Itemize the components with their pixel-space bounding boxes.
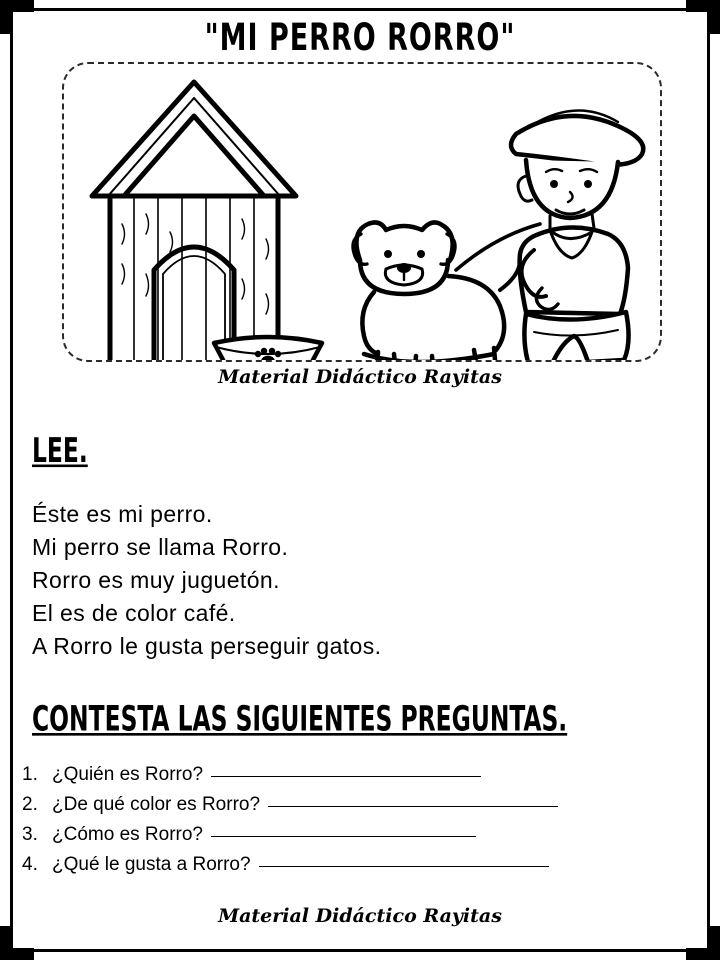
credit-bottom: Material Didáctico Rayitas <box>218 905 502 927</box>
answer-blank[interactable] <box>211 822 476 837</box>
story-line: Rorro es muy juguetón. <box>32 567 280 593</box>
question-row <box>22 792 682 818</box>
answer-blank[interactable] <box>211 762 481 777</box>
reading-heading: LEE. <box>32 432 88 471</box>
question-text: ¿Cómo es Rorro? <box>52 824 203 845</box>
question-row <box>22 822 682 848</box>
story-line: Mi perro se llama Rorro. <box>32 534 289 560</box>
questions-heading: CONTESTA LAS SIGUIENTES PREGUNTAS. <box>32 700 568 740</box>
story-text <box>32 498 672 663</box>
question-number: 3. <box>22 824 38 845</box>
answer-blank[interactable] <box>259 852 549 867</box>
question-row <box>22 762 682 788</box>
story-line: El es de color café. <box>32 600 236 626</box>
story-line: A Rorro le gusta perseguir gatos. <box>32 633 382 659</box>
page-title: "MI PERRO RORRO" <box>204 16 516 60</box>
question-text: ¿Quién es Rorro? <box>52 764 204 785</box>
illustration-drawing <box>64 64 660 360</box>
question-text: ¿Qué le gusta a Rorro? <box>52 854 251 875</box>
illustration-panel <box>62 62 662 362</box>
question-number: 2. <box>22 794 38 815</box>
story-line: Éste es mi perro. <box>32 501 213 527</box>
question-row <box>22 852 682 878</box>
question-text: ¿De qué color es Rorro? <box>52 794 261 815</box>
answer-blank[interactable] <box>268 792 558 807</box>
question-number: 4. <box>22 854 38 875</box>
credit-top: Material Didáctico Rayitas <box>218 366 502 388</box>
questions-list <box>22 762 682 882</box>
question-number: 1. <box>22 764 38 785</box>
